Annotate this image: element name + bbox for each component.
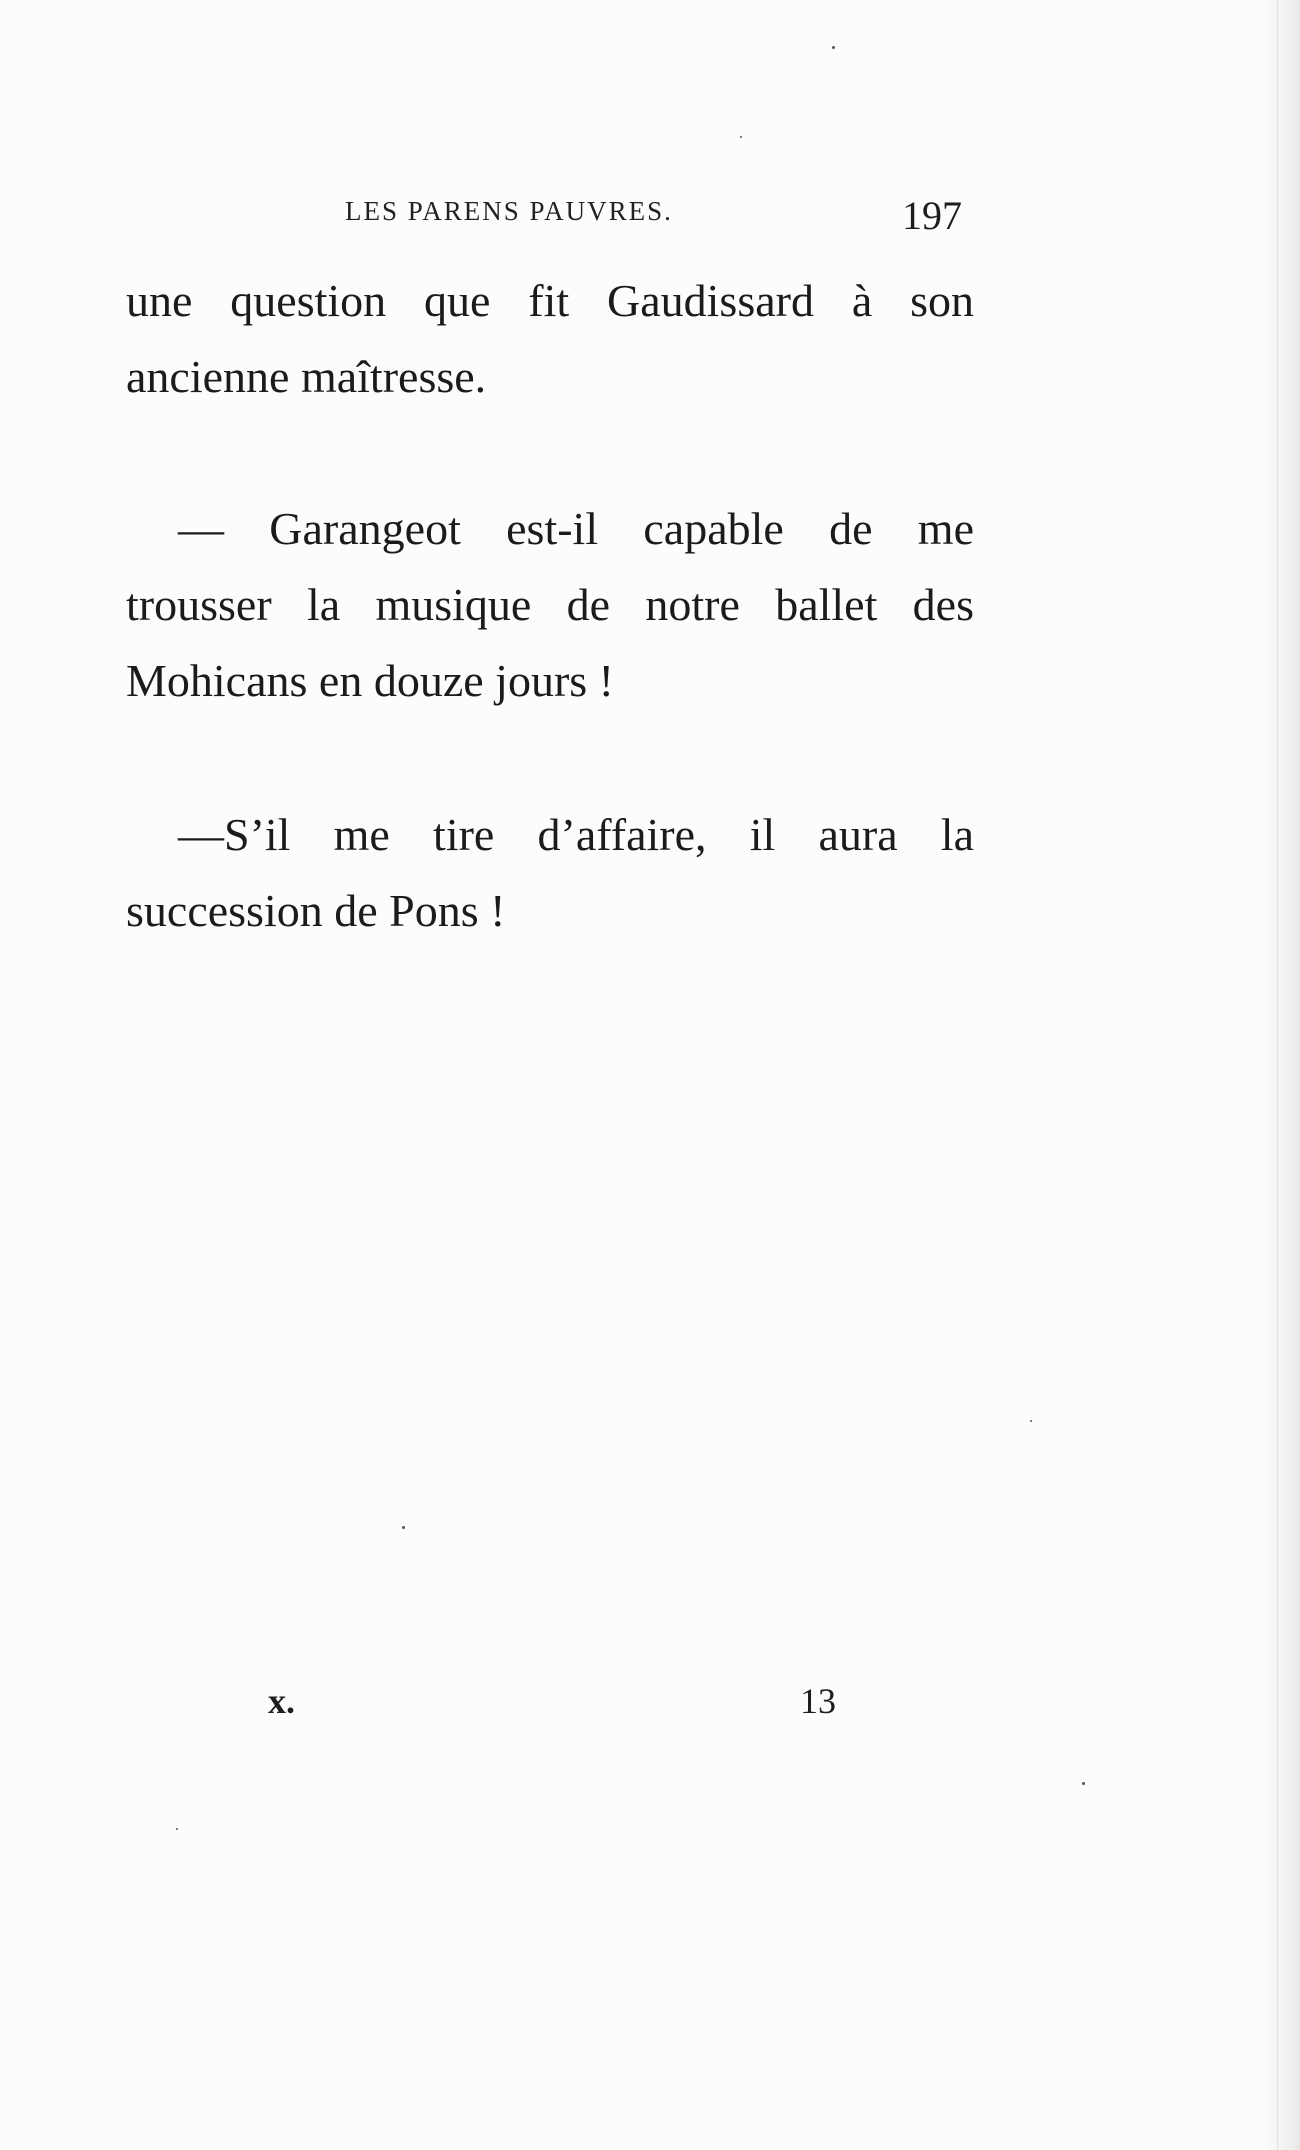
text-line: succession de Pons ! [126, 885, 506, 936]
gathering-number: 13 [800, 1681, 836, 1721]
paper-speck [176, 1828, 178, 1830]
text-line: —S’il me tire d’affaire, il aura la [178, 809, 974, 860]
page-number: 197 [902, 193, 962, 238]
text-line: ancienne maîtresse. [126, 351, 487, 402]
paper-speck [1030, 1420, 1032, 1422]
text-line: trousser la musique de notre ballet des [126, 579, 974, 630]
text-line: une question que fit Gaudissard à son [126, 275, 974, 326]
text-line: Mohicans en douze jours ! [126, 655, 614, 706]
paper-speck [402, 1526, 405, 1529]
running-title: LES PARENS PAUVRES. [345, 196, 673, 226]
text-line: — Garangeot est-il capable de me [178, 503, 974, 554]
signature-mark: x. [268, 1681, 295, 1721]
paper-speck [1082, 1782, 1085, 1785]
page-edge-shadow [1262, 0, 1300, 2150]
page-edge-line [1277, 0, 1278, 2150]
paper-speck [832, 46, 835, 49]
paper-speck [740, 136, 742, 138]
